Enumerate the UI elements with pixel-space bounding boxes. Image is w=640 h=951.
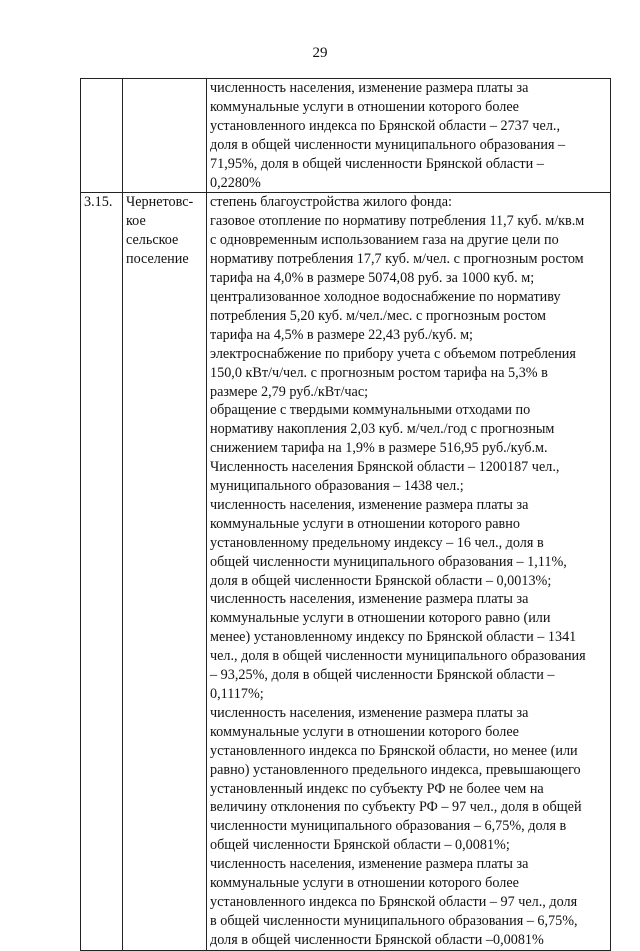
text-line: чел., доля в общей численности муниципального образования bbox=[210, 648, 586, 665]
name-line: сельское bbox=[126, 232, 179, 249]
text-line: доля в общей численности муниципального образования – bbox=[210, 136, 566, 153]
text-line: общей численности Брянской области – 0,0081%; bbox=[210, 837, 510, 854]
page-number: 29 bbox=[312, 45, 328, 61]
text-line: численность населения, изменение размера платы за bbox=[210, 80, 529, 96]
text-line: менее) установленному индексу по Брянской области – 1341 bbox=[210, 629, 577, 646]
description-cell bbox=[207, 79, 611, 193]
text-line: электроснабжение по прибору учета с объемом потребления bbox=[210, 345, 576, 362]
text-line: установленному предельному индексу – 16 чел., доля в bbox=[210, 534, 544, 551]
text-line: общей численности муниципального образования – 1,11%, bbox=[210, 553, 567, 570]
municipality-name-cell bbox=[123, 79, 207, 193]
text-line: размере 2,79 руб./кВт/час; bbox=[210, 383, 369, 400]
text-line: коммунальные услуги в отношении которого более bbox=[210, 98, 519, 115]
name-line: поселение bbox=[126, 251, 189, 268]
text-line: обращение с твердыми коммунальными отходами по bbox=[210, 402, 531, 419]
text-line: 71,95%, доля в общей численности Брянской области – bbox=[210, 155, 544, 172]
text-line: с одновременным использованием газа на другие цели по bbox=[210, 232, 559, 249]
text-line: коммунальные услуги в отношении которого равно bbox=[210, 515, 520, 532]
text-line: тарифа на 4,5% в размере 22,43 руб./куб. м; bbox=[210, 326, 474, 343]
row-number-cell bbox=[81, 79, 123, 193]
text-line: установленного индекса по Брянской области, но менее (или bbox=[210, 742, 578, 759]
text-line: тарифа на 4,0% в размере 5074,08 руб. за 1000 куб. м; bbox=[210, 270, 535, 287]
text-line: муниципального образования – 1438 чел.; bbox=[210, 478, 464, 495]
text-line: численность населения, изменение размера платы за bbox=[210, 591, 529, 608]
text-line: установленного индекса по Брянской области – 97 чел., доля bbox=[210, 893, 578, 910]
text-line: установленного индекса по Брянской области – 2737 чел., bbox=[210, 117, 561, 134]
text-line: – 93,25%, доля в общей численности Брянской области – bbox=[210, 667, 555, 684]
text-line: равно) установленного предельного индекса, превышающего bbox=[210, 761, 581, 778]
text-line: величину отклонения по субъекту РФ – 97 чел., доля в общей bbox=[210, 799, 582, 816]
text-line: численности муниципального образования – 6,75%, доля в bbox=[210, 818, 567, 835]
text-line: численность населения, изменение размера платы за bbox=[210, 496, 529, 513]
text-line: 0,2280% bbox=[210, 174, 261, 191]
text-line: 150,0 кВт/ч/чел. с прогнозным ростом тарифа на 5,3% в bbox=[210, 364, 548, 381]
text-line: доля в общей численности Брянской области –0,0081% bbox=[210, 931, 544, 948]
text-line: нормативу накопления 2,03 куб. м/чел./год с прогнозным bbox=[210, 421, 555, 438]
name-line: кое bbox=[126, 213, 146, 230]
table-row bbox=[81, 79, 611, 193]
name-line: Чернетовс- bbox=[126, 194, 194, 211]
text-line: 0,1117%; bbox=[210, 686, 264, 702]
text-line: централизованное холодное водоснабжение по нормативу bbox=[210, 288, 561, 305]
text-line: степень благоустройства жилого фонда: bbox=[210, 194, 452, 211]
text-line: нормативу потребления 17,7 куб. м/чел. с прогнозным ростом bbox=[210, 251, 584, 268]
text-line: снижением тарифа на 1,9% в размере 516,95 руб./куб.м. bbox=[210, 440, 548, 457]
text-line: Численность населения Брянской области – 1200187 чел., bbox=[210, 459, 560, 476]
text-line: доля в общей численности Брянской области – 0,0013%; bbox=[210, 572, 552, 589]
text-line: коммунальные услуги в отношении которого равно (или bbox=[210, 610, 551, 627]
municipality-name-cell bbox=[123, 193, 207, 950]
text-line: численность населения, изменение размера платы за bbox=[210, 856, 529, 873]
table-row bbox=[81, 193, 611, 950]
row-number-cell: 3.15. bbox=[81, 193, 123, 950]
text-line: установленный индекс по субъекту РФ не более чем на bbox=[210, 780, 544, 797]
description-cell bbox=[207, 193, 611, 950]
text-line: коммунальные услуги в отношении которого более bbox=[210, 875, 519, 892]
text-line: в общей численности муниципального образования – 6,75%, bbox=[210, 912, 578, 929]
document-table bbox=[80, 78, 611, 951]
text-line: потребления 5,20 куб. м/чел./мес. с прогнозным ростом bbox=[210, 307, 547, 324]
text-line: численность населения, изменение размера платы за bbox=[210, 704, 529, 721]
text-line: коммунальные услуги в отношении которого более bbox=[210, 723, 519, 740]
text-line: газовое отопление по нормативу потребления 11,7 куб. м/кв.м bbox=[210, 213, 585, 230]
